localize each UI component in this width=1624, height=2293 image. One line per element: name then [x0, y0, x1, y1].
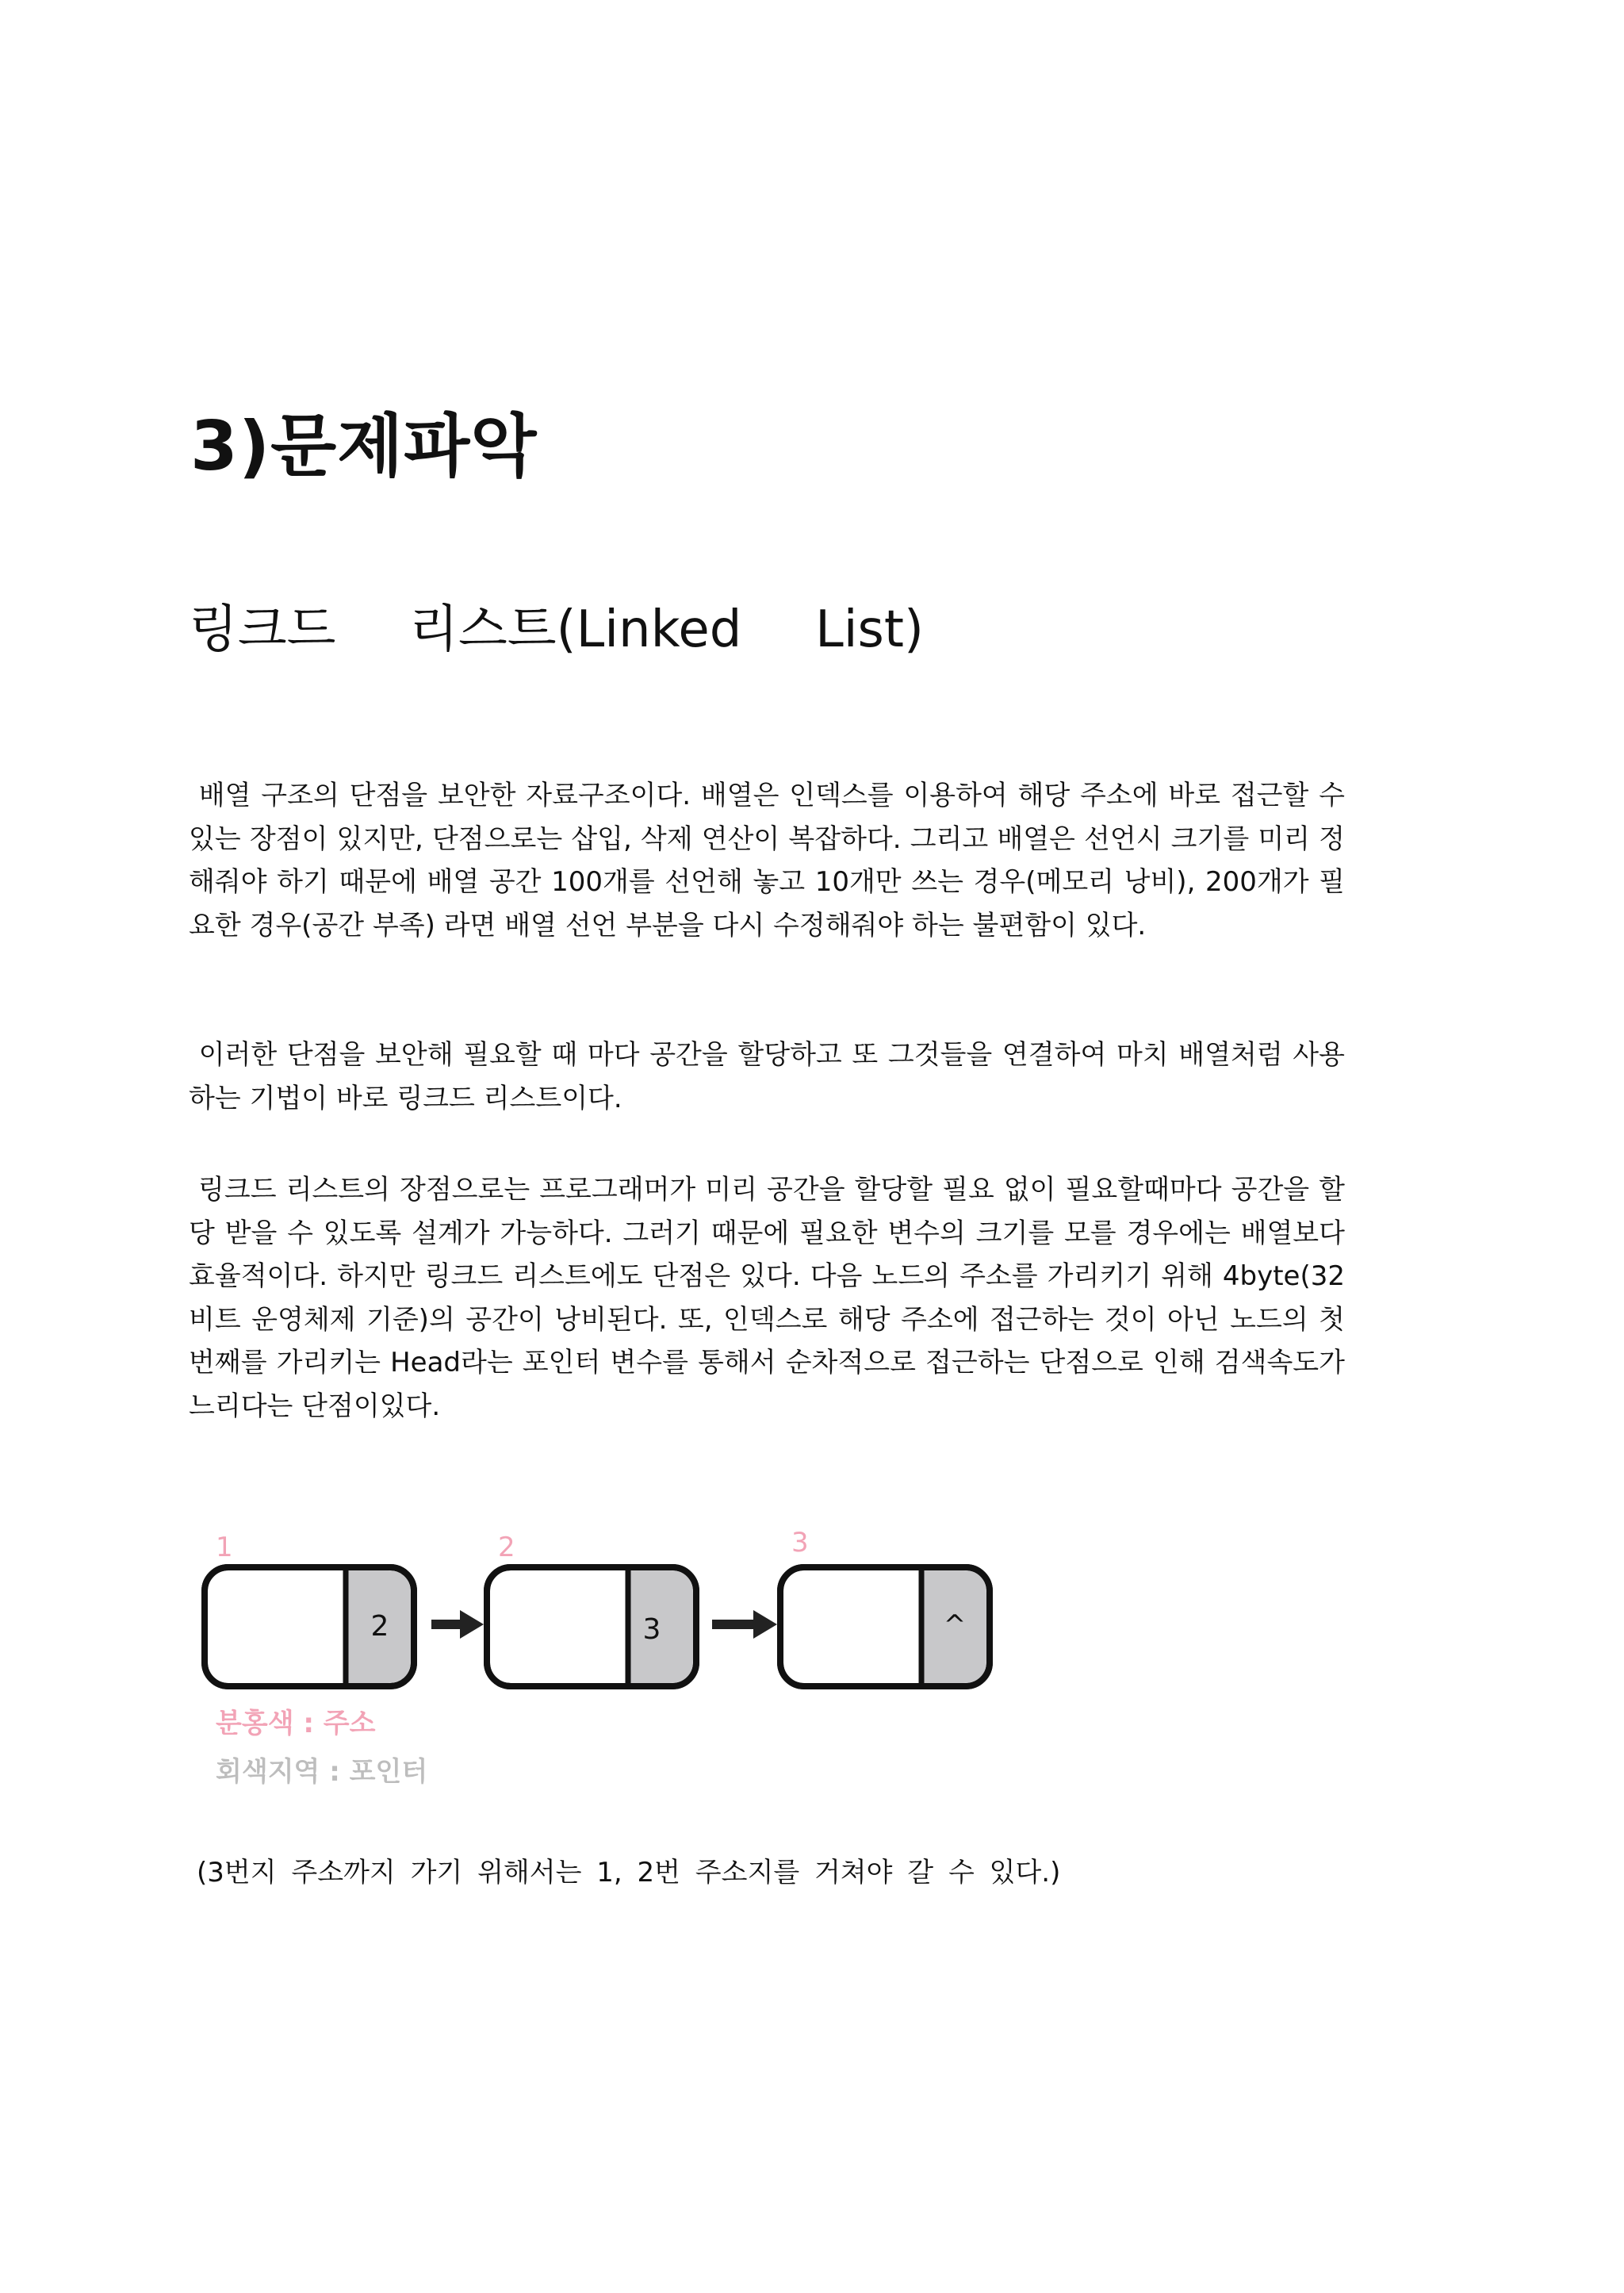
paragraph-linked-list-definition: 이러한 단점을 보안해 필요할 때 마다 공간을 할당하고 또 그것들을 연결하여 마치 배열처럼 사용하는 기법이 바로 링크드 리스트이다.: [189, 1039, 1345, 1114]
diagram-caption: (3번지 주소까지 가기 위해서는 1, 2번 주소지를 거쳐야 갈 수 있다.): [197, 1857, 1061, 1888]
paragraph-pros-cons: 링크드 리스트의 장점으로는 프로그래머가 미리 공간을 할당할 필요 없이 필요할때마다 공간을 할당 받을 수 있도록 설계가 가능하다. 그러기 때문에 필요한 변수의 크기를 모를 경우에는 배열보다 효율적이다. 하지만 링크드 리스트에도 단점은 있다. 다음 노드의 주소를 가리키기 위해 4byte(32비트 운영체제 기준)의 공간이 낭비된다. 또, 인덱스로 해당 주소에 접근하는 것이 아닌 노드의 첫 번째를 가리키는 Head라는 포인터 변수를 통해서 순차적으로 접근하는 단점으로 인해 검색속도가 느리다는 단점이있다.: [189, 1174, 1354, 1422]
node-pointer-value: ^: [943, 1609, 967, 1641]
node-1: [205, 1532, 414, 1686]
subtitle: 링크드 리스트(Linked List): [189, 600, 924, 659]
link-arrow: [712, 1610, 777, 1639]
node-2: [487, 1532, 696, 1686]
link-arrow: [431, 1610, 484, 1639]
node-address-label: 3: [791, 1527, 809, 1559]
node-address-label: 1: [216, 1532, 233, 1563]
paragraph-array-drawbacks: 배열 구조의 단점을 보안한 자료구조이다. 배열은 인덱스를 이용하여 해당 주소에 바로 접근할 수 있는 장점이 있지만, 단점으로는 삽입, 삭제 연산이 복잡하다. 그리고 배열은 선언시 크기를 미리 정해줘야 하기 때문에 배열 공간 100개를 선언해 놓고 10개만 쓰는 경우(메모리 낭비), 200개가 필요한 경우(공간 부족) 라면 배열 선언 부분을 다시 수정해줘야 하는 불편함이 있다.: [189, 780, 1354, 941]
legend-pointer: 회색지역 : 포인터: [216, 1756, 428, 1788]
node-address-label: 2: [498, 1532, 515, 1563]
legend-address: 분홍색 : 주소: [216, 1708, 376, 1739]
node-3: [780, 1527, 990, 1686]
node-pointer-value: 3: [642, 1613, 661, 1646]
section-title: 3)문제파악: [190, 407, 538, 486]
node-pointer-value: 2: [370, 1610, 389, 1643]
